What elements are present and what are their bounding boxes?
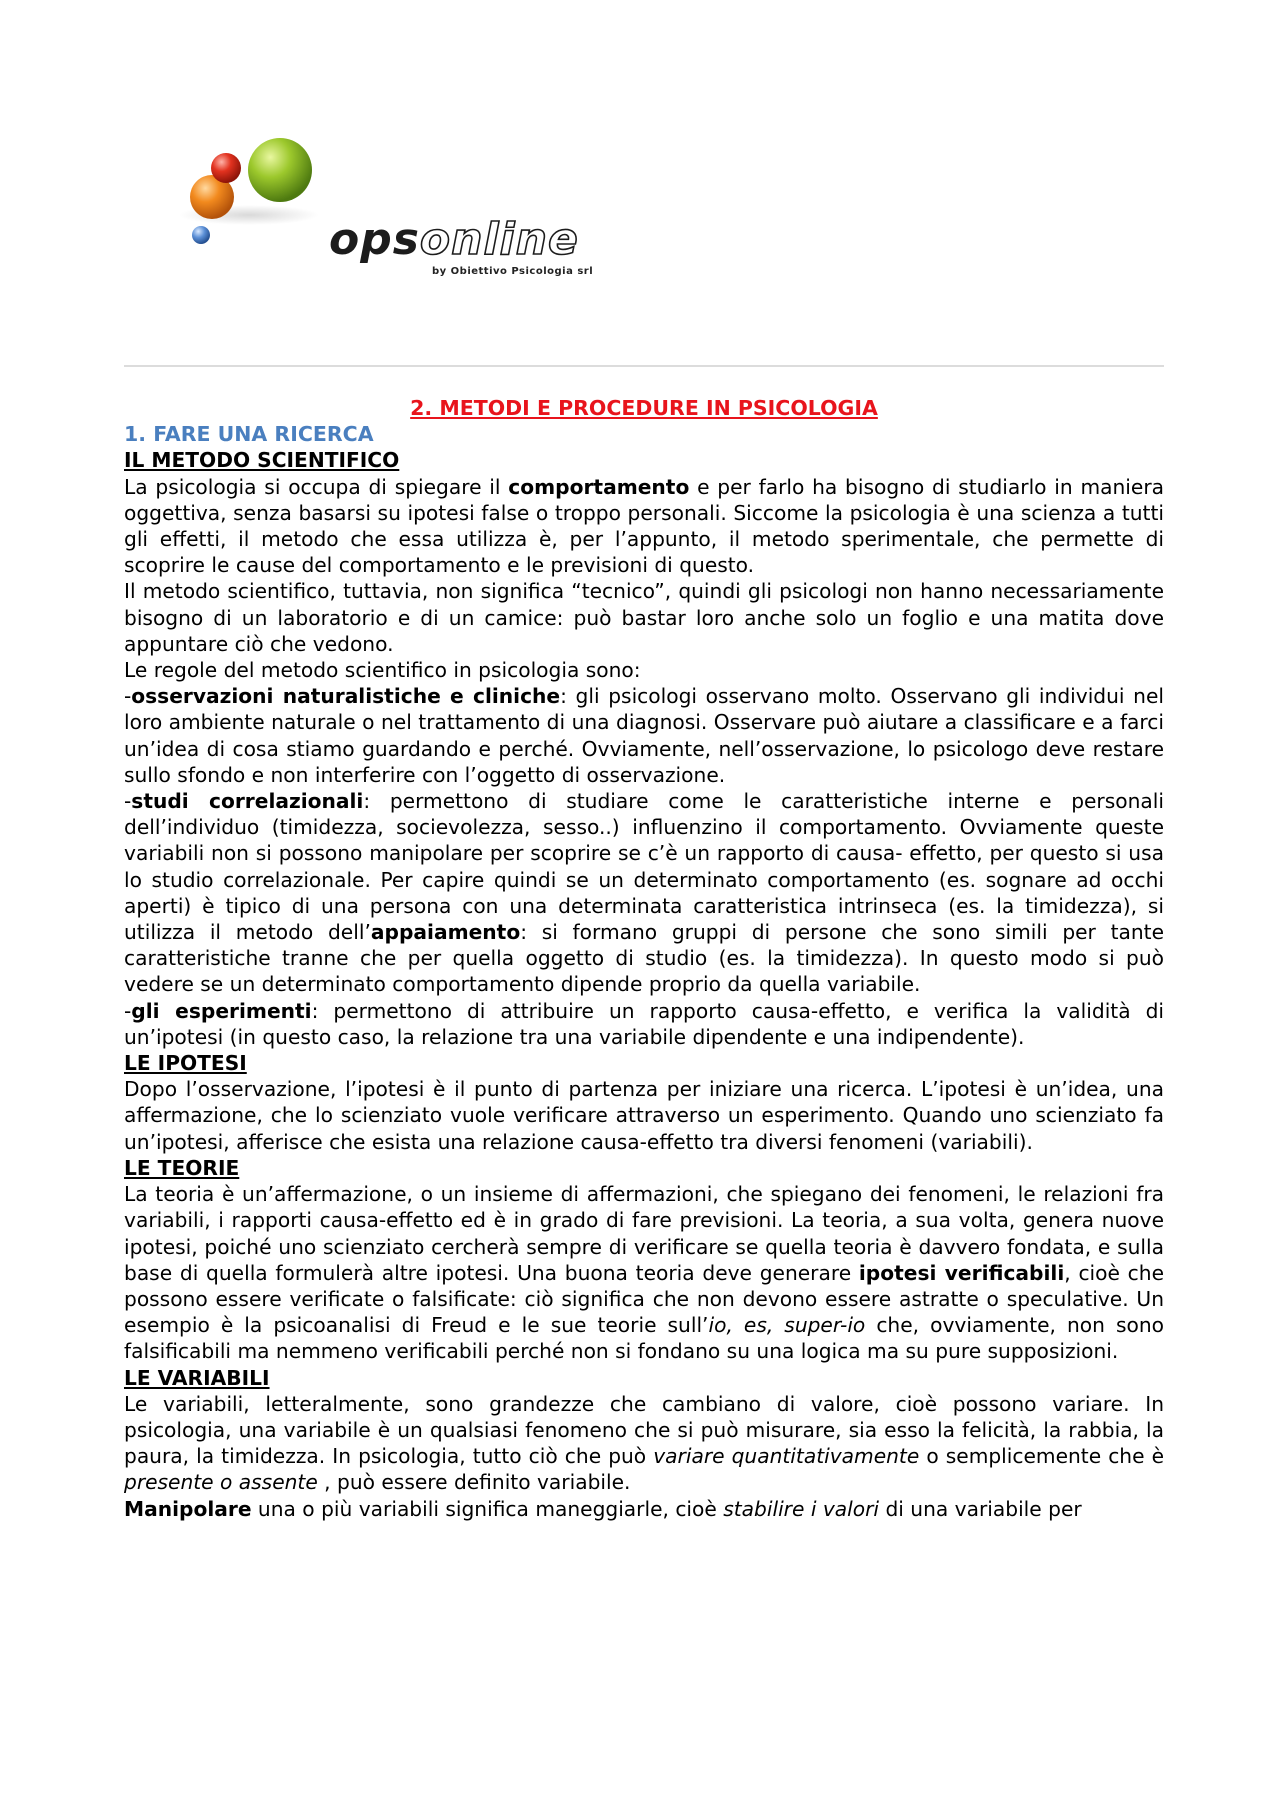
heading-ipotesi: LE IPOTESI — [124, 1051, 247, 1076]
heading-metodo-scientifico: IL METODO SCIENTIFICO — [124, 448, 400, 473]
heading-variabili: LE VARIABILI — [124, 1365, 270, 1390]
paragraph: Le regole del metodo scientifico in psicologia sono: — [124, 658, 641, 683]
document-title: 2. METODI E PROCEDURE IN PSICOLOGIA — [410, 396, 878, 420]
logo-tagline: by Obiettivo Psicologia srl — [432, 266, 594, 277]
opsonline-logo — [154, 120, 654, 290]
paragraph: Manipolare una o più variabili significa maneggiarle, cioè stabilire i valori di una variabile per — [124, 1496, 1082, 1521]
section-title: 1. FARE UNA RICERCA — [124, 422, 374, 447]
paragraph: Dopo l’osservazione, l’ipotesi è il punto di partenza per iniziare una ricerca. L’ipotesi è un’idea, una affermazione, che lo scienziato vuole verificare attraverso un esperimento. Quando uno scienziato fa un’ipotesi, afferisce che esista una relazione causa-effetto tra diversi fenomeni (variabili). — [124, 1077, 1164, 1154]
rule-item: -gli esperimenti: permettono di attribuire un rapporto causa-effetto, e verifica la validità di un’ipotesi (in questo caso, la relazione tra una variabile dipendente e una indipendente). — [124, 998, 1165, 1049]
logo-wordmark: opsonline — [329, 214, 579, 265]
paragraph: La psicologia si occupa di spiegare il comportamento e per farlo ha bisogno di studiarlo in maniera oggettiva, senza basarsi su ipotesi false o troppo personali. Siccome la psicologia è una scienza a tutti gli effetti, il metodo che essa utilizza è, per l’appunto, il metodo sperimentale, che permette di scoprire le cause del comportamento e le previsioni di questo. — [124, 474, 1164, 578]
paragraph: La teoria è un’affermazione, o un insieme di affermazioni, che spiegano dei fenomeni, le relazioni fra variabili, i rapporti causa-effetto ed è in grado di fare previsioni. La teoria, a sua volta, genera nuove ipotesi, poiché uno scienziato cercherà sempre di verificare se quella teoria è davvero fondata, e sulla base di quella formulerà altre ipotesi. Una buona teoria deve generare ipotesi verificabili, cioè che possono essere verificate o falsificate: ciò significa che non devono essere astratte o speculative. Un esempio è la psicoanalisi di Freud e le sue teorie sull’io, es, super-io che, ovviamente, non sono falsificabili ma nemmeno verificabili perché non si fondano su una logica ma su pure supposizioni. — [124, 1182, 1165, 1364]
logo-spheres-icon — [154, 120, 334, 280]
rule-item: -osservazioni naturalistiche e cliniche: gli psicologi osservano molto. Osservano gli individui nel loro ambiente naturale o nel trattamento di una diagnosi. Osservare può aiutare a classificare e a farci un’idea di cosa stiamo guardando e perché. Ovviamente, nell’osservazione, lo psicologo deve restare sullo sfondo e non interferire con l’oggetto di osservazione. — [124, 684, 1164, 787]
paragraph: Le variabili, letteralmente, sono grandezze che cambiano di valore, cioè possono variare. In psicologia, una variabile è un qualsiasi fenomeno che si può misurare, sia esso la felicità, la rabbia, la paura, la timidezza. In psicologia, tutto ciò che può variare quantitativamente o semplicemente che è presente o assente , può essere definito variabile. — [124, 1391, 1164, 1495]
paragraph: Il metodo scientifico, tuttavia, non significa “tecnico”, quindi gli psicologi non hanno necessariamente bisogno di un laboratorio e di un camice: può bastar loro anche solo un foglio e una matita dove appuntare ciò che vedono. — [124, 579, 1164, 656]
document-body — [124, 395, 1164, 1522]
header-divider — [124, 365, 1164, 367]
heading-teorie: LE TEORIE — [124, 1155, 240, 1180]
rule-item: -studi correlazionali: permettono di studiare come le caratteristiche interne e personali dell’individuo (timidezza, socievolezza, sesso..) influenzino il comportamento. Ovviamente queste variabili non si possono manipolare per scoprire se c’è un rapporto di causa- effetto, per questo si usa lo studio correlazionale. Per capire quindi se un determinato comportamento (es. sognare ad occhi aperti) è tipico di una persona con una determinata caratteristica intrinseca (es. la timidezza), si utilizza il metodo dell’appaiamento: si formano gruppi di persone che sono simili per tante caratteristiche tranne che per quella oggetto di studio (es. la timidezza). In questo modo si può vedere se un determinato comportamento dipende proprio da quella variabile. — [124, 789, 1164, 997]
